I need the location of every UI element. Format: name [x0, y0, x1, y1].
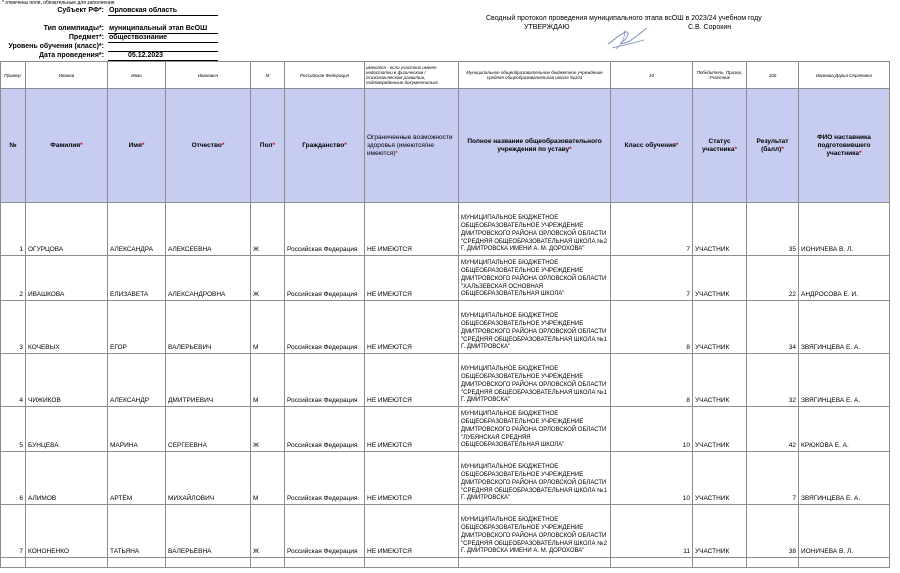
empty-cell[interactable] [251, 558, 285, 568]
empty-cell[interactable] [1, 558, 26, 568]
example-cell: Иванович [166, 62, 251, 89]
cell-school[interactable]: МУНИЦИПАЛЬНОЕ БЮДЖЕТНОЕ ОБЩЕОБРАЗОВАТЕЛЬНОЕ УЧРЕЖДЕНИЕ ДМИТРОВСКОГО РАЙОНА ОРЛОВСКОЙ ОБЛАСТИ "ЛУБЯНСКАЯ СРЕДНЯЯ ОБЩЕОБРАЗОВАТЕЛЬНАЯ ШКОЛА" [459, 407, 611, 452]
table-row-empty [1, 558, 890, 568]
example-cell: М [251, 62, 285, 89]
cell-school[interactable]: МУНИЦИПАЛЬНОЕ БЮДЖЕТНОЕ ОБЩЕОБРАЗОВАТЕЛЬНОЕ УЧРЕЖДЕНИЕ ДМИТРОВСКОГО РАЙОНА ОРЛОВСКОЙ ОБЛАСТИ "ХАЛЬЗЕВСКАЯ ОСНОВНАЯ ОБЩЕОБРАЗОВАТЕЛЬНАЯ ШКОЛА" [459, 256, 611, 301]
empty-cell[interactable] [799, 558, 890, 568]
cell-middle[interactable]: АЛЕКСАНДРОВНА [166, 256, 251, 301]
cell-sex[interactable]: М [251, 354, 285, 407]
cell-grade[interactable]: 10 [611, 452, 693, 505]
cell-score[interactable]: 38 [747, 505, 799, 558]
required-mark: * [272, 141, 276, 149]
empty-cell[interactable] [365, 558, 459, 568]
column-header-label: Имя [128, 141, 142, 149]
meta-date-label: Дата проведения*: [38, 52, 104, 59]
cell-school[interactable]: МУНИЦИПАЛЬНОЕ БЮДЖЕТНОЕ ОБЩЕОБРАЗОВАТЕЛЬНОЕ УЧРЕЖДЕНИЕ ДМИТРОВСКОГО РАЙОНА ОРЛОВСКОЙ ОБЛАСТИ "СРЕДНЯЯ ОБЩЕОБРАЗОВАТЕЛЬНАЯ ШКОЛА №1 Г. ДМИТРОВСКА" [459, 354, 611, 407]
cell-n[interactable]: 2 [1, 256, 26, 301]
cell-grade[interactable]: 11 [611, 505, 693, 558]
cell-citizenship[interactable]: Российская Федерация [285, 452, 365, 505]
cell-sex[interactable]: Ж [251, 505, 285, 558]
required-mark: * [395, 149, 398, 157]
cell-citizenship[interactable]: Российская Федерация [285, 354, 365, 407]
meta-region-line [108, 15, 218, 16]
cell-last[interactable]: ИВАШКОВА [26, 256, 108, 301]
example-cell: Победитель, Призер, Участник [693, 62, 747, 89]
document-title: Сводный протокол проведения муниципального этапа всОШ в 2023/24 учебном году [486, 15, 762, 22]
cell-school[interactable]: МУНИЦИПАЛЬНОЕ БЮДЖЕТНОЕ ОБЩЕОБРАЗОВАТЕЛЬНОЕ УЧРЕЖДЕНИЕ ДМИТРОВСКОГО РАЙОНА ОРЛОВСКОЙ ОБЛАСТИ "СРЕДНЯЯ ОБЩЕОБРАЗОВАТЕЛЬНАЯ ШКОЛА №2 Г. ДМИТРОВСКА ИМЕНИ А. М. ДОРОХОВА" [459, 203, 611, 256]
cell-last[interactable]: КОНОНЕНКО [26, 505, 108, 558]
cell-mentor[interactable]: ЗВЯГИНЦЕВА Е. А. [799, 301, 890, 354]
cell-middle[interactable]: АЛЕКСЕЕВНА [166, 203, 251, 256]
cell-grade[interactable]: 8 [611, 301, 693, 354]
required-mark: * [221, 141, 225, 149]
cell-n[interactable]: 6 [1, 452, 26, 505]
empty-cell[interactable] [611, 558, 693, 568]
cell-n[interactable]: 4 [1, 354, 26, 407]
column-header [611, 89, 693, 203]
column-header [459, 89, 611, 203]
cell-sex[interactable]: Ж [251, 256, 285, 301]
empty-cell[interactable] [285, 558, 365, 568]
cell-first[interactable]: АЛЕКСАНДРА [108, 203, 166, 256]
cell-citizenship[interactable]: Российская Федерация [285, 256, 365, 301]
example-cell: Иван [108, 62, 166, 89]
cell-citizenship[interactable]: Российская Федерация [285, 203, 365, 256]
table-row [1, 354, 890, 407]
column-header [251, 89, 285, 203]
cell-first[interactable]: АЛЕКСАНДР [108, 354, 166, 407]
cell-last[interactable]: КОЧЕВЫХ [26, 301, 108, 354]
column-header [365, 89, 459, 203]
cell-first[interactable]: ЕГОР [108, 301, 166, 354]
cell-ovz[interactable]: НЕ ИМЕЮТСЯ [365, 256, 459, 301]
table-row [1, 407, 890, 452]
required-mark: * [675, 141, 679, 149]
column-header [1, 89, 26, 203]
empty-cell[interactable] [747, 558, 799, 568]
cell-status[interactable]: УЧАСТНИК [693, 407, 747, 452]
cell-grade[interactable]: 7 [611, 256, 693, 301]
empty-cell[interactable] [26, 558, 108, 568]
cell-ovz[interactable]: НЕ ИМЕЮТСЯ [365, 407, 459, 452]
required-fields-note: * отмечены поля, обязательные для заполнения [2, 0, 115, 6]
column-header [166, 89, 251, 203]
cell-sex[interactable]: Ж [251, 203, 285, 256]
cell-grade[interactable]: 8 [611, 354, 693, 407]
example-cell: 100 [747, 62, 799, 89]
cell-sex[interactable]: Ж [251, 407, 285, 452]
column-header [747, 89, 799, 203]
column-header-label: Фамилия [50, 141, 81, 149]
required-mark: * [344, 141, 347, 149]
cell-first[interactable]: МАРИНА [108, 407, 166, 452]
column-header [693, 89, 747, 203]
table-row [1, 203, 890, 256]
empty-cell[interactable] [108, 558, 166, 568]
cell-last[interactable]: ЧИЖИКОВ [26, 354, 108, 407]
table-header-row [1, 89, 890, 203]
column-header-label: Полное название общеобразовательного учреждения по уставу [467, 137, 602, 153]
required-mark: * [141, 141, 145, 149]
cell-status[interactable]: УЧАСТНИК [693, 354, 747, 407]
cell-school[interactable]: МУНИЦИПАЛЬНОЕ БЮДЖЕТНОЕ ОБЩЕОБРАЗОВАТЕЛЬНОЕ УЧРЕЖДЕНИЕ ДМИТРОВСКОГО РАЙОНА ОРЛОВСКОЙ ОБЛАСТИ "СРЕДНЯЯ ОБЩЕОБРАЗОВАТЕЛЬНАЯ ШКОЛА №1 Г. ДМИТРОВСКА" [459, 452, 611, 505]
meta-level-label: Уровень обучения (класс)*: [8, 43, 104, 50]
cell-n[interactable]: 3 [1, 301, 26, 354]
example-cell: Российская Федерация [285, 62, 365, 89]
example-cell: Пример: [1, 62, 26, 89]
cell-mentor[interactable]: КРЮКОВА Е. А. [799, 407, 890, 452]
cell-n[interactable]: 5 [1, 407, 26, 452]
protocol-table [0, 61, 890, 568]
cell-status[interactable]: УЧАСТНИК [693, 203, 747, 256]
cell-score[interactable]: 42 [747, 407, 799, 452]
table-row [1, 505, 890, 558]
cell-middle[interactable]: СЕРГЕЕВНА [166, 407, 251, 452]
example-cell: имеются - если участник имеет недостатки в физическом /психологическом развитии, подтвержденные документально [365, 62, 459, 89]
column-header-label: № [9, 141, 17, 149]
cell-first[interactable]: ЕЛИЗАВЕТА [108, 256, 166, 301]
example-cell: Муниципальное общеобразовательное бюджетное учреждение средняя общеобразовательная школа №103 [459, 62, 611, 89]
cell-mentor[interactable]: ИОНИЧЕВА В. Л. [799, 505, 890, 558]
cell-score[interactable]: 34 [747, 301, 799, 354]
required-mark: * [781, 145, 784, 153]
column-header-label: Отчество [191, 141, 222, 149]
required-mark: * [734, 145, 738, 153]
cell-n[interactable]: 7 [1, 505, 26, 558]
cell-last[interactable]: БУНЦЕВА [26, 407, 108, 452]
cell-status[interactable]: УЧАСТНИК [693, 452, 747, 505]
table-row [1, 301, 890, 354]
column-header-label: Пол [259, 141, 273, 149]
meta-subject-label: Предмет*: [68, 34, 104, 41]
cell-mentor[interactable]: ИОНИЧЕВА В. Л. [799, 203, 890, 256]
meta-region-value: Орловская область [109, 7, 178, 14]
cell-mentor[interactable]: АНДРОСОВА Е. И. [799, 256, 890, 301]
cell-ovz[interactable]: НЕ ИМЕЮТСЯ [365, 505, 459, 558]
approver-name: С.В. Сорокин [688, 24, 732, 31]
required-mark: * [80, 141, 83, 149]
cell-status[interactable]: УЧАСТНИК [693, 256, 747, 301]
meta-date-value: 05.12.2023 [128, 52, 164, 59]
cell-score[interactable]: 22 [747, 256, 799, 301]
cell-score[interactable]: 35 [747, 203, 799, 256]
column-header-label: ФИО наставника подготовившего участника [817, 133, 871, 157]
cell-sex[interactable]: М [251, 301, 285, 354]
cell-score[interactable]: 32 [747, 354, 799, 407]
empty-cell[interactable] [166, 558, 251, 568]
column-header-label: Ограниченные возможности здоровья (имеются/не имеются) [367, 133, 453, 157]
cell-status[interactable]: УЧАСТНИК [693, 505, 747, 558]
cell-citizenship[interactable]: Российская Федерация [285, 505, 365, 558]
cell-score[interactable]: 7 [747, 452, 799, 505]
example-cell: Иванова Дарья Сергеевна [799, 62, 890, 89]
cell-ovz[interactable]: НЕ ИМЕЮТСЯ [365, 301, 459, 354]
cell-grade[interactable]: 7 [611, 203, 693, 256]
cell-middle[interactable]: ВАЛЕРЬЕВНА [166, 505, 251, 558]
table-row [1, 452, 890, 505]
column-header [108, 89, 166, 203]
cell-last[interactable]: АЛИМОВ [26, 452, 108, 505]
cell-ovz[interactable]: НЕ ИМЕЮТСЯ [365, 452, 459, 505]
meta-type-value: муниципальный этап ВсОШ [109, 25, 208, 32]
required-mark: * [569, 145, 572, 153]
cell-sex[interactable]: М [251, 452, 285, 505]
cell-n[interactable]: 1 [1, 203, 26, 256]
approve-label: УТВЕРЖДАЮ [524, 24, 570, 31]
cell-citizenship[interactable]: Российская Федерация [285, 407, 365, 452]
signature-image [604, 22, 650, 52]
column-header-label: Результат (балл) [756, 137, 789, 153]
cell-school[interactable]: МУНИЦИПАЛЬНОЕ БЮДЖЕТНОЕ ОБЩЕОБРАЗОВАТЕЛЬНОЕ УЧРЕЖДЕНИЕ ДМИТРОВСКОГО РАЙОНА ОРЛОВСКОЙ ОБЛАСТИ "СРЕДНЯЯ ОБЩЕОБРАЗОВАТЕЛЬНАЯ ШКОЛА №2 Г. ДМИТРОВСКА ИМЕНИ А. М. ДОРОХОВА" [459, 505, 611, 558]
empty-cell[interactable] [459, 558, 611, 568]
cell-middle[interactable]: ДМИТРИЕВИЧ [166, 354, 251, 407]
example-cell: 10 [611, 62, 693, 89]
cell-last[interactable]: ОГУРЦОВА [26, 203, 108, 256]
cell-first[interactable]: АРТЁМ [108, 452, 166, 505]
cell-status[interactable]: УЧАСТНИК [693, 301, 747, 354]
cell-mentor[interactable]: ЗВЯГИНЦЕВА Е. А. [799, 452, 890, 505]
cell-middle[interactable]: МИХАЙЛОВИЧ [166, 452, 251, 505]
column-header [26, 89, 108, 203]
cell-school[interactable]: МУНИЦИПАЛЬНОЕ БЮДЖЕТНОЕ ОБЩЕОБРАЗОВАТЕЛЬНОЕ УЧРЕЖДЕНИЕ ДМИТРОВСКОГО РАЙОНА ОРЛОВСКОЙ ОБЛАСТИ "СРЕДНЯЯ ОБЩЕОБРАЗОВАТЕЛЬНАЯ ШКОЛА №1 Г. ДМИТРОВСКА" [459, 301, 611, 354]
example-row [1, 62, 890, 89]
cell-grade[interactable]: 10 [611, 407, 693, 452]
meta-subject-line [108, 42, 218, 43]
cell-middle[interactable]: ВАЛЕРЬЕВИЧ [166, 301, 251, 354]
required-mark: * [859, 149, 862, 157]
meta-region-label: Субъект РФ*: [57, 7, 104, 14]
cell-citizenship[interactable]: Российская Федерация [285, 301, 365, 354]
meta-type-label: Тип олимпиады*: [43, 25, 104, 32]
example-cell: Иванов [26, 62, 108, 89]
column-header [799, 89, 890, 203]
empty-cell[interactable] [693, 558, 747, 568]
cell-first[interactable]: ТАТЬЯНА [108, 505, 166, 558]
column-header [285, 89, 365, 203]
cell-ovz[interactable]: НЕ ИМЕЮТСЯ [365, 203, 459, 256]
column-header-label: Статус участника [701, 137, 735, 153]
cell-mentor[interactable]: ЗВЯГИНЦЕВА Е. А. [799, 354, 890, 407]
cell-ovz[interactable]: НЕ ИМЕЮТСЯ [365, 354, 459, 407]
column-header-label: Гражданство [302, 141, 345, 149]
meta-subject-value: обществознание [109, 34, 168, 41]
column-header-label: Класс обучения [624, 141, 676, 149]
table-row [1, 256, 890, 301]
